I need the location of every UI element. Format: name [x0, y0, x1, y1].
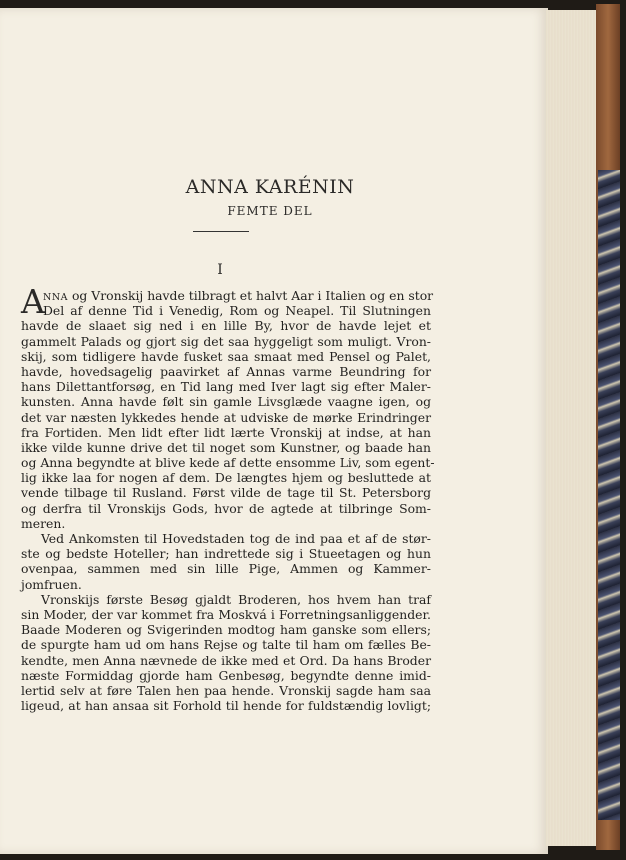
- text-line: Ved Ankomsten til Hovedstaden tog de ind paa et af de stør-: [41, 531, 431, 546]
- text-line: hans Dilettantforsøg, en Tid lang med Iver lagt sig efter Maler-: [21, 379, 431, 395]
- text-line: vende tilbage til Rusland. Først vilde de tage til St. Petersborg: [21, 485, 431, 501]
- text-line: havde, hovedsagelig paavirket af Annas varme Beundring for: [21, 363, 431, 379]
- text-line: fra Fortiden. Men lidt efter lidt lærte Vronskij at indse, at han: [21, 424, 431, 440]
- text-line: havde de slaaet sig ned i en lille By, hvor de havde lejet et: [21, 318, 431, 334]
- drop-cap: A: [21, 282, 45, 321]
- text-line: ligeud, at han ansaa sit Forhold til hende for fuldstændig lovligt;: [21, 698, 431, 714]
- first-word-smallcaps: NNA: [43, 292, 68, 303]
- text-line: kunsten. Anna havde følt sin gamle Livsglæde vaagne igen, og: [21, 394, 431, 410]
- body-text: [21, 288, 435, 714]
- text-line: Del af denne Tid i Venedig, Rom og Neapel. Til Slutningen: [43, 303, 431, 319]
- page-edges: [546, 10, 598, 846]
- part-heading: FEMTE DEL: [227, 204, 313, 218]
- text-line: sin Moder, der var kommet fra Moskvá i Forretningsanliggender.: [21, 606, 431, 622]
- text-line: Vronskijs første Besøg gjaldt Broderen, hos hvem han traf: [41, 591, 431, 607]
- text-line: og derfra til Vronskijs Gods, hvor de agtede at tilbringe Som-: [21, 500, 431, 516]
- text-line: de spurgte ham ud om hans Rejse og talte til ham om fælles Be-: [21, 637, 431, 653]
- title-divider: [193, 231, 249, 232]
- text-line: ste og bedste Hoteller; han indrettede sig i Stueetagen og hun: [21, 546, 431, 562]
- text-line: gammelt Palads og gjort sig det saa hyggeligt som muligt. Vron-: [21, 333, 431, 349]
- text-line: meren.: [21, 515, 66, 531]
- text-line: NNA og Vronskij havde tilbragt et halvt Aar i Italien og en stor: [43, 288, 434, 303]
- text-line: lertid selv at føre Talen hen paa hende. Vronskij sagde ham saa: [21, 682, 431, 698]
- marbled-cover: [598, 170, 620, 820]
- text-line: næste Formiddag gjorde ham Genbesøg, begyndte denne imid-: [21, 667, 431, 683]
- text-line: jomfruen.: [21, 576, 82, 592]
- text-line: skij, som tidligere havde fusket saa smaat med Pensel og Palet,: [21, 348, 431, 364]
- text-line: Baade Moderen og Svigerinden modtog ham ganske som ellers;: [21, 622, 431, 638]
- text-line: lig ikke laa for nogen af dem. De længtes hjem og besluttede at: [21, 470, 431, 486]
- text-line: kendte, men Anna nævnede de ikke med et Ord. Da hans Broder: [21, 652, 431, 668]
- text-line: det var næsten lykkedes hende at udviske de mørke Erindringer: [21, 409, 431, 425]
- book-title: ANNA KARÉNIN: [185, 176, 355, 198]
- text-line: ikke vilde kunne drive det til noget som Kunstner, og baade han: [21, 439, 431, 455]
- text-line: og Anna begyndte at blive kede af dette ensomme Liv, som egent-: [21, 455, 435, 471]
- chapter-number: I: [217, 262, 223, 278]
- text-line: ovenpaa, sammen med sin lille Pige, Ammen og Kammer-: [21, 561, 431, 577]
